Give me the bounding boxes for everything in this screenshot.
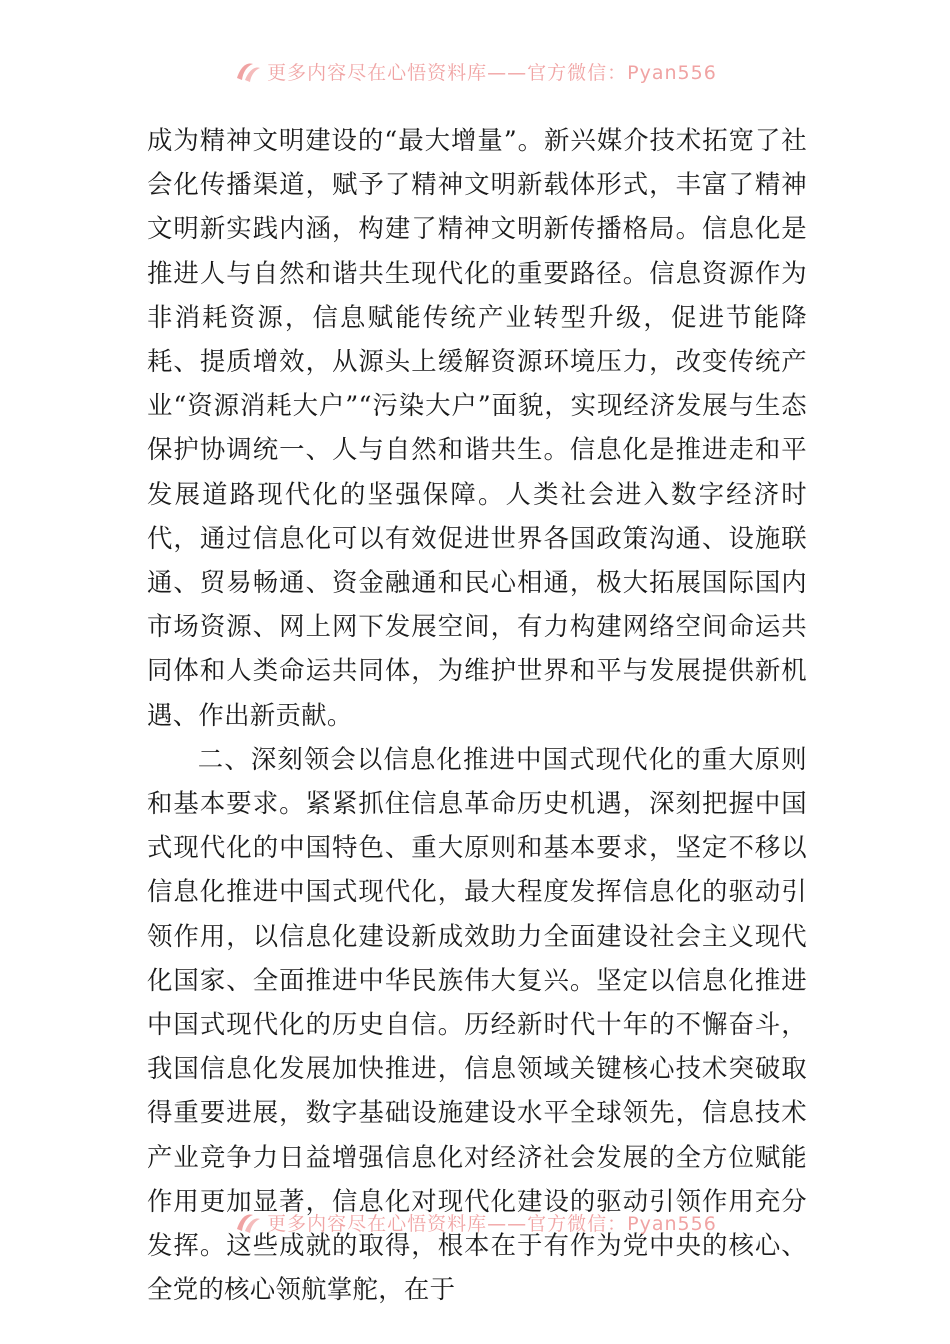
paragraph-continued: 成为精神文明建设的“最大增量”。新兴媒介技术拓宽了社会化传播渠道，赋予了精神文明新载体形式，丰富了精神文明新实践内涵，构建了精神文明新传播格局。信息化是推进人与自然和谐共生现代化的重要路径。信息资源作为非消耗资源，信息赋能传统产业转型升级，促进节能降耗、提质增效，从源头上缓解资源环境压力，改变传统产业“资源消耗大户”“污染大户”面貌，实现经济发展与生态保护协调统一、人与自然和谐共生。信息化是推进走和平发展道路现代化的坚强保障。人类社会进入数字经济时代，通过信息化可以有效促进世界各国政策沟通、设施联通、贸易畅通、资金融通和民心相通，极大拓展国际国内市场资源、网上网下发展空间，有力构建网络空间命运共同体和人类命运共同体，为维护世界和平与发展提供新机遇、作出新贡献。: [147, 125, 807, 730]
watermark-logo-icon: [233, 1209, 263, 1235]
header-watermark: [0, 56, 950, 86]
document-body: [147, 118, 807, 1311]
watermark-logo-icon: [233, 58, 263, 84]
watermark-text: 更多内容尽在心悟资料库——官方微信：Pyan556: [267, 61, 717, 84]
footer-watermark: [0, 1207, 950, 1237]
paragraph-section-two: 二、深刻领会以信息化推进中国式现代化的重大原则和基本要求。紧紧抓住信息革命历史机遇，深刻把握中国式现代化的中国特色、重大原则和基本要求，坚定不移以信息化推进中国式现代化，最大程度发挥信息化的驱动引领作用，以信息化建设新成效助力全面建设社会主义现代化国家、全面推进中华民族伟大复兴。坚定以信息化推进中国式现代化的历史自信。历经新时代十年的不懈奋斗，我国信息化发展加快推进，信息领域关键核心技术突破取得重要进展，数字基础设施建设水平全球领先，信息技术产业竞争力日益增强信息化对经济社会发展的全方位赋能作用更加显著，信息化对现代化建设的驱动引领作用充分发挥。这些成就的取得，根本在于有作为党中央的核心、全党的核心领航掌舵，在于: [147, 743, 807, 1305]
watermark-text: 更多内容尽在心悟资料库——官方微信：Pyan556: [267, 1212, 717, 1235]
